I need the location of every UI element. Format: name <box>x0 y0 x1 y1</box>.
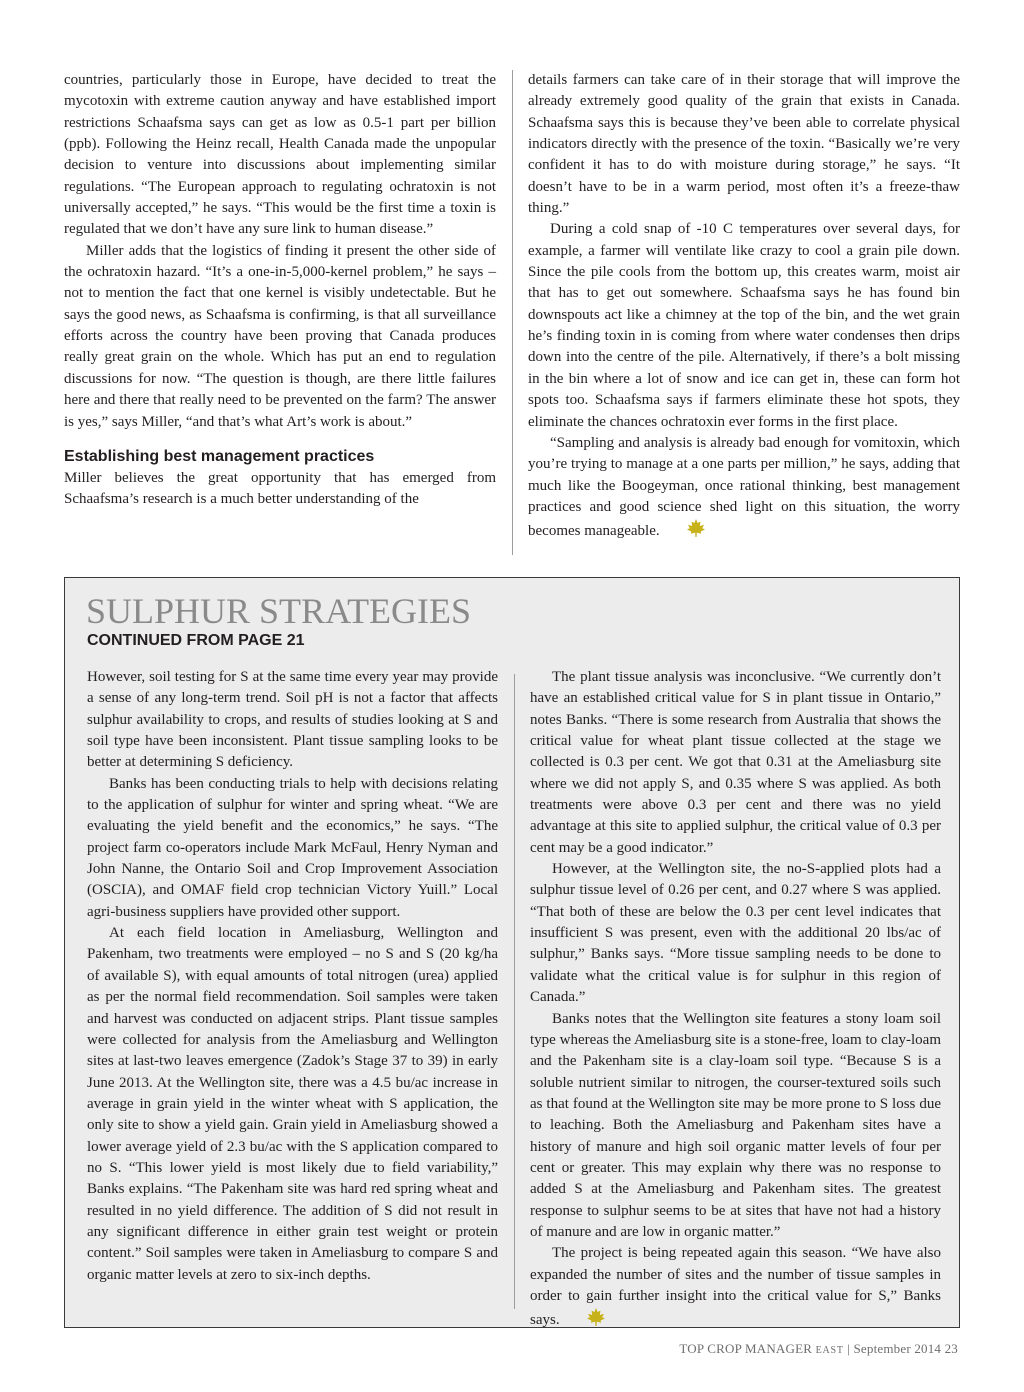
column-divider <box>514 674 515 1309</box>
publication-name: TOP CROP MANAGER <box>679 1341 813 1356</box>
sidebar-paragraph: However, soil testing for S at the same time every year may provide a sense of any long-term trend. Soil pH is not a factor that affects sulphur availability to crops, and results of studies looking at S and soil type have been inconsistent. Plant tissue sampling looks to be better at determining S deficiency. <box>87 669 498 771</box>
edition-label: EAST <box>815 1345 844 1356</box>
sidebar-title: SULPHUR STRATEGIES <box>86 591 472 631</box>
sidebar-paragraph: Banks notes that the Wellington site features a stony loam soil type whereas the Ameliasburg site is a stone-free, loam to clay-loam and the Pakenham site is a clay-loam soil type. “Because S is a soluble nutrient similar to nitrogen, the courser-textured soils such as that found at the Wellington site may be more prone to S loss due to leaching. Both the Ameliasburg and Pakenham sites have a history of manure and high soil organic matter levels of four per cent or greater. This may explain why there was no response to added S at the Ameliasburg and Pakenham sites. The greatest response to sulphur seems to be at sites that have not had a history of manure and are low in organic matter.” <box>530 1010 941 1240</box>
sidebar-paragraph: However, at the Wellington site, the no-S-applied plots had a sulphur tissue level of 0.26 per cent, and 0.27 where S was applied. “That both of these are below the 0.3 per cent level indicates that insufficient S was present, even with the additional 20 lbs/ac of sulphur,” Banks says. “More tissue sampling needs to be done to validate what the critical value is for sulphur in this region of Canada.” <box>530 861 941 1006</box>
sidebar-paragraph-last <box>530 1243 941 1334</box>
continued-label: CONTINUED FROM PAGE 21 <box>87 632 305 649</box>
article-paragraph-last <box>528 433 960 546</box>
column-divider <box>512 70 513 555</box>
article-paragraph: Miller believes the great opportunity that has emerged from Schaafsma’s research is a much better understanding of the <box>64 469 496 508</box>
section-subheading: Establishing best management practices <box>64 447 375 465</box>
page-footer <box>679 1341 958 1357</box>
article-paragraph-text: “Sampling and analysis is already bad enough for vomitoxin, which you’re trying to manage at a one parts per million,” he says, adding that much like the Boogeyman, once rational thinking, best management practices and good science shed light on this situation, the worry becomes manageable. <box>528 434 960 540</box>
footer-separator: | <box>847 1341 851 1356</box>
article-paragraph: details farmers can take care of in their storage that will improve the already extremely good quality of the grain that exists in Canada. Schaafsma says this is because they’ve been able to correlate physical indicators directly with the presence of the toxin. “Basically we’re very confident it has to do with moisture during storage,” he says. “It doesn’t have to be in a warm period, most often it’s a freeze-thaw thing.” <box>528 72 960 217</box>
sidebar-paragraph-text: The project is being repeated again this season. “We have also expanded the number of sites and the number of tissue samples in order to gain further insight into the critical value for S,” Banks says. <box>530 1245 941 1329</box>
article-paragraph: countries, particularly those in Europe, have decided to treat the mycotoxin with extreme caution anyway and have established import restrictions Schaafsma says can get as low as 0.5-1 part per billion (ppb). Following the Heinz recall, Health Canada made the unpopular decision to venture into discussions about implementing similar regulations. “The European approach to regulating ochratoxin is not universally accepted,” he says. “This would be the first time a toxin is regulated that we don’t have any sure link to human disease.” <box>64 72 496 238</box>
sidebar-paragraph: Banks has been conducting trials to help with decisions relating to the application of sulphur for winter and spring wheat. “We are evaluating the yield benefit and the economics,” he says. “The project farm co-operators include Mark McFaul, Henry Nyman and John Nanne, the Ontario Soil and Crop Improvement Association (OSCIA), and OMAF field crop technician Victory Yuill.” Local agri-business suppliers have provided other support. <box>87 775 498 920</box>
issue-date: September 2014 <box>853 1341 942 1356</box>
sidebar-left-column <box>87 667 498 1286</box>
article-paragraph: During a cold snap of -10 C temperatures over several days, for example, a farmer will ventilate like crazy to cool a grain pile down. Since the pile cools from the bottom up, this creates warm, moist air that has to get out somewhere. Schaafsma says he has found bin downspouts act like a chimney at the top of the bin, and the wet grain he’s finding toxin in is coming from where water condenses then drips down into the centre of the pile. Alternatively, if there’s a bolt missing in the bin where a lot of snow and ice can get in, these can form hot spots too. Schaafsma says if farmers eliminate these hot spots, they eliminate the chances ochratoxin ever forms in the first place. <box>528 221 960 430</box>
sidebar-paragraph: The plant tissue analysis was inconclusive. “We currently don’t have an established critical value for S in plant tissue in Ontario,” notes Banks. “There is some research from Australia that shows the critical value for wheat plant tissue collected at the stage we collected is 0.3 per cent. We got that 0.31 at the Ameliasburg site where we did not apply S, and 0.35 where S was applied. As both treatments were above 0.3 per cent and there was no yield advantage at this site to applied sulphur, the critical value of 0.3 per cent may be a good indicator.” <box>530 669 941 856</box>
page-number: 23 <box>944 1341 958 1356</box>
article-paragraph: Miller adds that the logistics of finding it present the other side of the ochratoxin hazard. “It’s a one-in-5,000-kernel problem,” he says – not to mention the fact that one kernel is visibly undetectable. But he says the good news, as Schaafsma is confirming, is that all surveillance efforts across the country have been proving that Canada produces really great grain on the whole. Which has put an end to regulation discussions for now. “The question is though, are there little failures here and there that really need to be prevented on the farm? The answer is yes,” says Miller, “and that’s what Art’s work is about.” <box>64 242 496 430</box>
sidebar-paragraph: At each field location in Ameliasburg, Wellington and Pakenham, two treatments were employed – no S and S (20 kg/ha of available S), with equal amounts of total nitrogen (urea) applied as per the normal field recommendation. Soil samples were taken and harvest was conducted on adjacent strips. Plant tissue samples were collected for analysis from the Ameliasburg and Wellington sites at last-two leaves emergence (Zadok’s Stage 37 to 39) in early June 2013. At the Wellington site, there was a 4.5 bu/ac increase in average in grain yield in the winter wheat with S application, the only site to show a yield gain. Grain yield in Ameliasburg showed a lower average yield of 2.3 bu/ac with the S application compared to no S. “This lower yield is most likely due to field variability,” Banks explains. “The Pakenham site was hard red spring wheat and resulted in no yield difference. The addition of S did not result in any significant difference in either grain test weight or protein content.” Soil samples were taken in Ameliasburg to compare S and organic matter levels at zero to six-inch depths. <box>87 925 498 1283</box>
maple-leaf-icon <box>564 1307 606 1334</box>
sidebar-right-column <box>530 667 941 1335</box>
article-left-column <box>64 70 496 511</box>
article-right-column <box>528 70 960 546</box>
maple-leaf-icon <box>664 518 706 545</box>
